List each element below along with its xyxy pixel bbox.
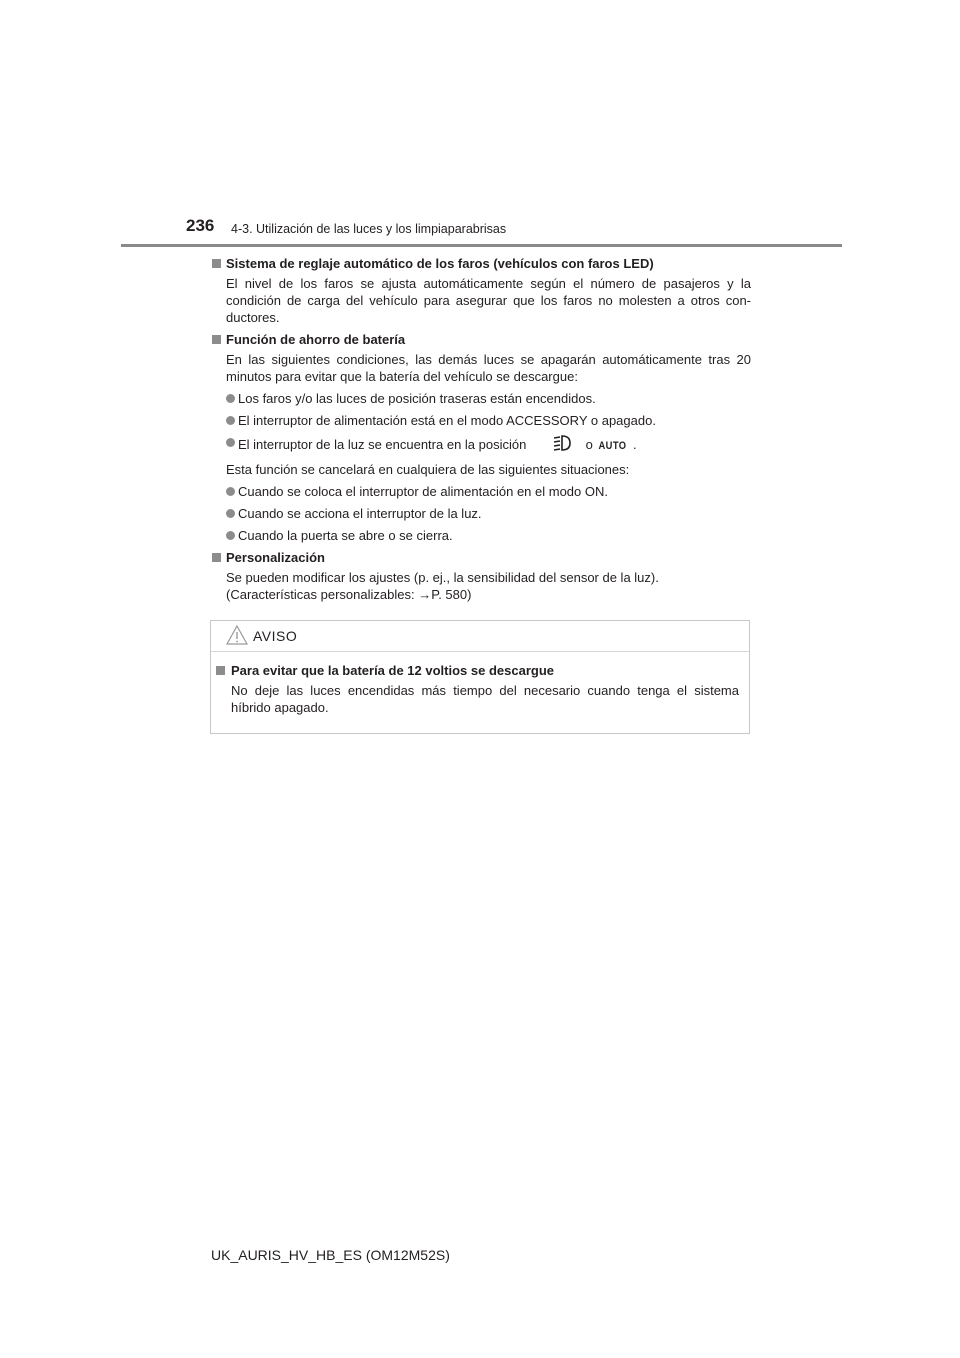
circle-bullet-icon (226, 394, 235, 403)
auto-switch-label: AUTO (598, 440, 627, 452)
list-item: El interruptor de la luz se encuentra en la posición o AUTO . (211, 434, 751, 456)
warning-title: Para evitar que la batería de 12 voltios se descargue (211, 662, 749, 679)
headlight-icon (552, 434, 572, 456)
square-bullet-icon (212, 335, 221, 344)
circle-bullet-icon (226, 438, 235, 447)
square-bullet-icon (212, 553, 221, 562)
list-item: Los faros y/o las luces de posición traseras están encendidos. (211, 390, 751, 407)
section-header: 4-3. Utilización de las luces y los limpiaparabrisas (231, 222, 507, 236)
document-code: UK_AURIS_HV_HB_ES (OM12M52S) (211, 1247, 450, 1263)
square-bullet-icon (216, 666, 225, 675)
circle-bullet-icon (226, 416, 235, 425)
cancel-text: Esta función se cancelará en cualquiera de las siguientes situaciones: (226, 462, 630, 477)
page-reference-link[interactable]: P. 580) (431, 587, 472, 602)
page-number: 236 (186, 216, 215, 235)
warning-triangle-icon (225, 624, 249, 651)
warning-text: No deje las luces encendidas más tiempo del necesario cuando tenga el sistema híbrido apagado. (231, 683, 739, 715)
list-item: El interruptor de alimentación está en el modo ACCESSORY o apagado. (211, 412, 751, 429)
list-item: Cuando se coloca el interruptor de alimentación en el modo ON. (211, 483, 751, 500)
leveling-text: El nivel de los faros se ajusta automáticamente según el número de pasajeros y la condición de carga del vehículo para asegurar que los faros no molesten a otros con-ductores. (226, 276, 751, 325)
circle-bullet-icon (226, 531, 235, 540)
list-item: Cuando la puerta se abre o se cierra. (211, 527, 751, 544)
circle-bullet-icon (226, 487, 235, 496)
section-heading-custom: Personalización (211, 549, 751, 566)
warning-header (211, 621, 749, 652)
custom-text: Se pueden modificar los ajustes (p. ej., la sensibilidad del sensor de la luz). (Características personalizables: →P. 580) (226, 570, 659, 602)
section-heading-leveling: Sistema de reglaje automático de los faros (vehículos con faros LED) (211, 255, 751, 272)
list-item: Cuando se acciona el interruptor de la luz. (211, 505, 751, 522)
warning-label: AVISO (253, 628, 298, 644)
circle-bullet-icon (226, 509, 235, 518)
section-heading-battery: Función de ahorro de batería (211, 331, 751, 348)
main-content (211, 255, 751, 603)
battery-text: En las siguientes condiciones, las demás luces se apagarán automáticamente tras 20 minutos para evitar que la batería del vehículo se descargue: (226, 352, 751, 384)
header-rule (121, 244, 842, 247)
warning-box (210, 620, 750, 734)
square-bullet-icon (212, 259, 221, 268)
warning-body (211, 662, 749, 721)
